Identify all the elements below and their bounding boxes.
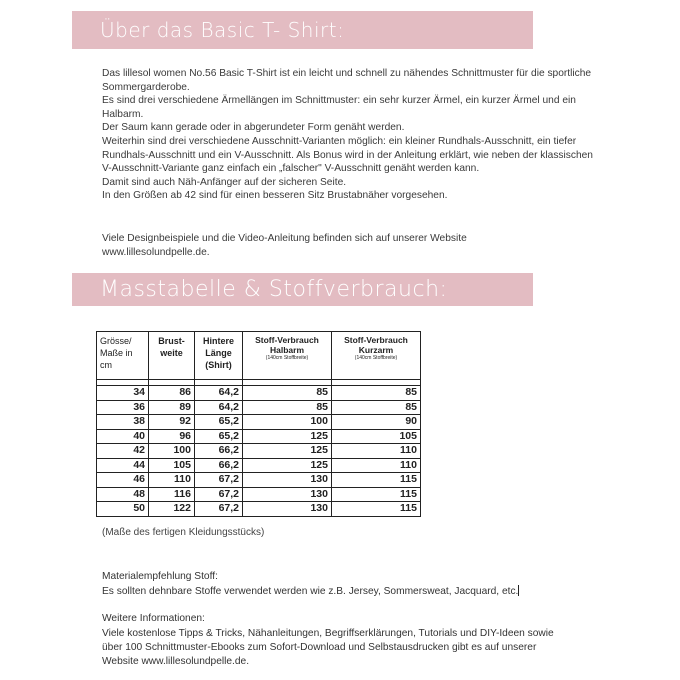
back-length-cell: 65,2 [195, 415, 243, 430]
description-text [102, 67, 597, 203]
size-cell: 38 [97, 415, 149, 430]
back-length-cell: 66,2 [195, 458, 243, 473]
material-text-container [102, 585, 519, 597]
bust-cell: 116 [149, 487, 195, 502]
header-back-line: Länge [205, 348, 232, 358]
back-length-cell: 65,2 [195, 429, 243, 444]
header-size-line: Maße in [100, 348, 133, 358]
description-paragraph: Es sind drei verschiedene Ärmellängen im Schnittmuster: ein sehr kurzer Ärmel, ein kurzer Ärmel und ein Halbarm. [102, 95, 576, 120]
header-back-line: Hintere [202, 336, 234, 346]
header-back-line: (Shirt) [205, 360, 232, 370]
table-row [97, 502, 421, 517]
bust-cell: 105 [149, 458, 195, 473]
size-cell: 34 [97, 386, 149, 401]
bust-cell: 92 [149, 415, 195, 430]
info-line: über 100 Schnittmuster-Ebooks zum Sofort-Download und Selbstausdrucken gibt es auf unserer [102, 642, 537, 653]
material-title: Materialempfehlung Stoff: [102, 571, 218, 582]
size-cell: 48 [97, 487, 149, 502]
fabric-half-cell: 130 [243, 473, 332, 488]
table-row [97, 487, 421, 502]
fabric-short-cell: 110 [332, 458, 421, 473]
size-cell: 42 [97, 444, 149, 459]
fabric-half-cell: 125 [243, 458, 332, 473]
info-text [102, 627, 592, 669]
header-fabric-half-note: (140cm Stoffbreite) [265, 355, 309, 361]
table-row [97, 444, 421, 459]
table-row [97, 458, 421, 473]
section-banner-about [72, 11, 533, 49]
table-caption: (Maße des fertigen Kleidungsstücks) [102, 527, 265, 538]
info-line: Website www.lillesolundpelle.de. [102, 656, 250, 667]
fabric-short-cell: 85 [332, 400, 421, 415]
header-bust [149, 332, 195, 380]
size-cell: 36 [97, 400, 149, 415]
header-fabric-half-line: Stoff-Verbrauch [255, 335, 319, 345]
header-size-line: cm [100, 360, 112, 370]
bust-cell: 86 [149, 386, 195, 401]
fabric-half-cell: 85 [243, 400, 332, 415]
size-cell: 40 [97, 429, 149, 444]
website-note [102, 232, 572, 259]
section-title-about: Über das Basic T- Shirt: [100, 18, 345, 42]
description-paragraph: Weiterhin sind drei verschiedene Ausschnitt-Varianten möglich: ein kleiner Rundhals-Ausschnitt, ein tiefer Rundhals-Ausschnitt und ein V-Ausschnitt. Als Bonus wird in der Anleitung erklärt, wie neben der klassischen V-Ausschnitt-Variante ganz einfach ein „falscher" V-Ausschnitt genäht werden kann. [102, 135, 593, 175]
fabric-short-cell: 115 [332, 502, 421, 517]
fabric-short-cell: 105 [332, 429, 421, 444]
text-cursor [518, 585, 519, 596]
bust-cell: 122 [149, 502, 195, 517]
table-row [97, 429, 421, 444]
header-fabric-short-line: Kurzarm [358, 345, 394, 355]
back-length-cell: 66,2 [195, 444, 243, 459]
back-length-cell: 64,2 [195, 400, 243, 415]
table-row [97, 415, 421, 430]
header-size-line: Grösse/ [100, 336, 132, 346]
website-note-line: Viele Designbeispiele und die Video-Anleitung befinden sich auf unserer Website [102, 233, 467, 244]
header-bust-line: Brust- [158, 336, 185, 346]
table-row [97, 400, 421, 415]
fabric-short-cell: 85 [332, 386, 421, 401]
header-bust-line: weite [160, 348, 183, 358]
back-length-cell: 67,2 [195, 473, 243, 488]
header-fabric-short-note: (140cm Stoffbreite) [354, 355, 398, 361]
bust-cell: 89 [149, 400, 195, 415]
fabric-half-cell: 130 [243, 502, 332, 517]
website-note-url: www.lillesolundpelle.de. [102, 246, 210, 258]
description-paragraph: In den Größen ab 42 sind für einen besseren Sitz Brustabnäher vorgesehen. [102, 190, 448, 202]
fabric-short-cell: 110 [332, 444, 421, 459]
back-length-cell: 67,2 [195, 502, 243, 517]
bust-cell: 100 [149, 444, 195, 459]
table-row [97, 386, 421, 401]
description-paragraph: Damit sind auch Näh-Anfänger auf der sicheren Seite. [102, 176, 347, 188]
section-banner-size-chart [72, 273, 533, 306]
material-text: Es sollten dehnbare Stoffe verwendet werden wie z.B. Jersey, Sommersweat, Jacquard, etc. [102, 586, 519, 597]
fabric-half-cell: 130 [243, 487, 332, 502]
size-cell: 46 [97, 473, 149, 488]
back-length-cell: 67,2 [195, 487, 243, 502]
fabric-half-cell: 125 [243, 444, 332, 459]
header-fabric-half-line: Halbarm [269, 345, 304, 355]
info-line: Viele kostenlose Tipps & Tricks, Nähanleitungen, Begriffserklärungen, Tutorials und DIY-Ideen sowie [102, 628, 554, 639]
header-fabric-short-line: Stoff-Verbrauch [344, 335, 408, 345]
header-fabric-short-sleeve [332, 332, 421, 380]
back-length-cell: 64,2 [195, 386, 243, 401]
size-cell: 44 [97, 458, 149, 473]
header-back-length [195, 332, 243, 380]
header-size [97, 332, 149, 380]
fabric-short-cell: 115 [332, 487, 421, 502]
size-table-header-row [97, 332, 421, 380]
size-table [96, 331, 421, 517]
fabric-short-cell: 115 [332, 473, 421, 488]
description-paragraph: Das lillesol women No.56 Basic T-Shirt ist ein leicht und schnell zu nähendes Schnittmuster für die sportliche Sommergarderobe. [102, 68, 592, 93]
size-cell: 50 [97, 502, 149, 517]
fabric-half-cell: 100 [243, 415, 332, 430]
info-title: Weitere Informationen: [102, 613, 205, 624]
bust-cell: 96 [149, 429, 195, 444]
section-title-size-chart: Masstabelle & Stoffverbrauch: [100, 277, 448, 302]
fabric-half-cell: 125 [243, 429, 332, 444]
table-row [97, 473, 421, 488]
description-paragraph: Der Saum kann gerade oder in abgerundeter Form genäht werden. [102, 122, 405, 134]
fabric-short-cell: 90 [332, 415, 421, 430]
header-fabric-half-sleeve [243, 332, 332, 380]
fabric-half-cell: 85 [243, 386, 332, 401]
size-table-body [97, 380, 421, 517]
bust-cell: 110 [149, 473, 195, 488]
